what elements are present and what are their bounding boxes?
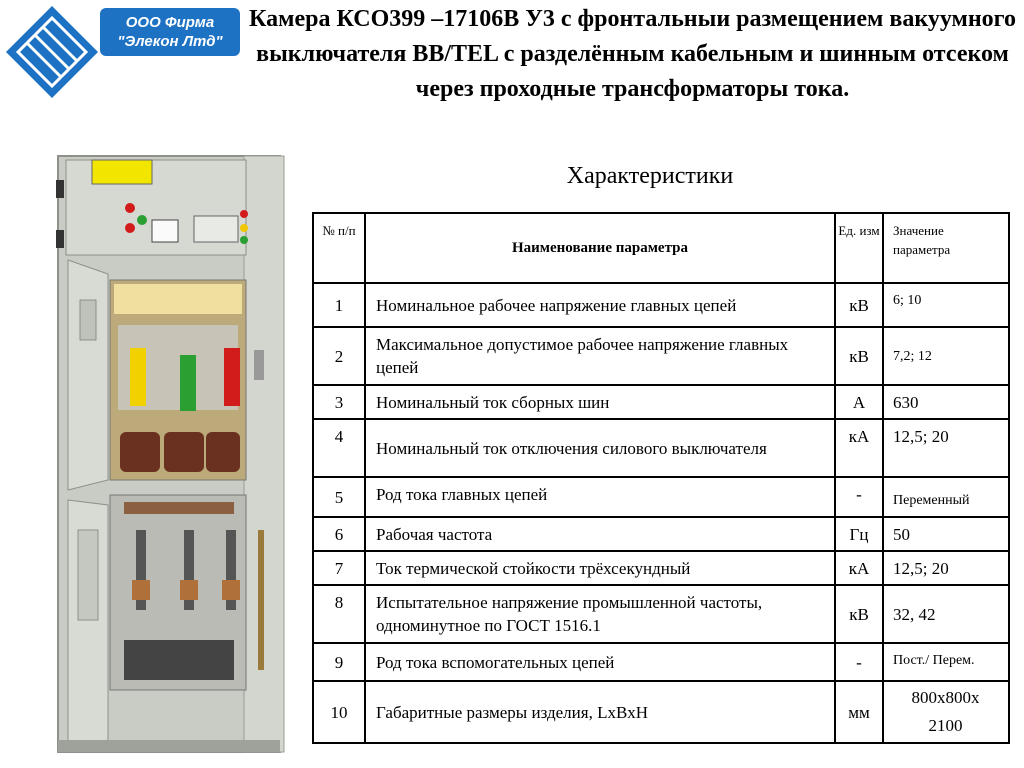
specifications-table [312,212,1010,744]
row-num: 7 [313,551,365,585]
switchgear-cabinet-image [54,150,299,760]
row-num: 2 [313,327,365,385]
row-parameter: Род тока вспомогательных цепей [365,643,835,681]
row-unit: А [835,385,883,419]
row-unit: - [835,643,883,681]
row-value: 7,2; 12 [883,327,1009,385]
row-unit: - [835,477,883,517]
logo-banner [100,8,240,56]
row-unit: кВ [835,327,883,385]
row-unit: кА [835,419,883,477]
row-parameter: Габаритные размеры изделия, LxBxH [365,681,835,743]
header-unit: Ед. изм [835,213,883,283]
row-unit: мм [835,681,883,743]
row-parameter: Максимальное допустимое рабочее напряжение главных цепей [365,327,835,385]
row-num: 8 [313,585,365,643]
row-num: 9 [313,643,365,681]
row-parameter: Номинальное рабочее напряжение главных цепей [365,283,835,327]
table-row [313,327,1009,385]
header-name: Наименование параметра [365,213,835,283]
table-row [313,551,1009,585]
row-value: Пост./ Перем. [883,643,1009,681]
table-row [313,419,1009,477]
table-row [313,643,1009,681]
header-value: Значение параметра [883,213,1009,283]
table-row [313,283,1009,327]
row-value: 630 [883,385,1009,419]
row-num: 4 [313,419,365,477]
row-unit: кВ [835,585,883,643]
company-logo [4,4,240,96]
table-row [313,477,1009,517]
row-value: 32, 42 [883,585,1009,643]
row-unit: кА [835,551,883,585]
row-value: Переменный [883,477,1009,517]
table-row [313,585,1009,643]
row-unit: кВ [835,283,883,327]
row-value: 12,5; 20 [883,551,1009,585]
logo-line-2: "Элекон Лтд" [117,33,223,50]
row-parameter: Номинальный ток отключения силового выключателя [365,419,835,477]
row-parameter: Испытательное напряжение промышленной частоты, одноминутное по ГОСТ 1516.1 [365,585,835,643]
row-num: 3 [313,385,365,419]
row-num: 5 [313,477,365,517]
row-value: 50 [883,517,1009,551]
header-num: № п/п [313,213,365,283]
row-parameter: Род тока главных цепей [365,477,835,517]
row-value: 6; 10 [883,283,1009,327]
logo-diamond-icon [4,4,100,100]
row-value: 800x800x 2100 [883,681,1009,743]
row-value: 12,5; 20 [883,419,1009,477]
row-parameter: Ток термической стойкости трёхсекундный [365,551,835,585]
page-title: Камера КСО399 –17106В У3 с фронтальныи размещением вакуумного выключателя ВВ/TEL с разделённым кабельным и шинным отсеком через проходные трансформаторы тока. [249,6,1016,102]
row-parameter: Рабочая частота [365,517,835,551]
row-num: 1 [313,283,365,327]
row-num: 10 [313,681,365,743]
table-row [313,517,1009,551]
row-num: 6 [313,517,365,551]
row-parameter: Номинальный ток сборных шин [365,385,835,419]
table-row [313,681,1009,743]
logo-line-1: ООО Фирма [125,14,215,31]
table-row [313,385,1009,419]
row-unit: Гц [835,517,883,551]
section-subtitle: Характеристики [566,163,734,189]
table-header-row [313,213,1009,283]
